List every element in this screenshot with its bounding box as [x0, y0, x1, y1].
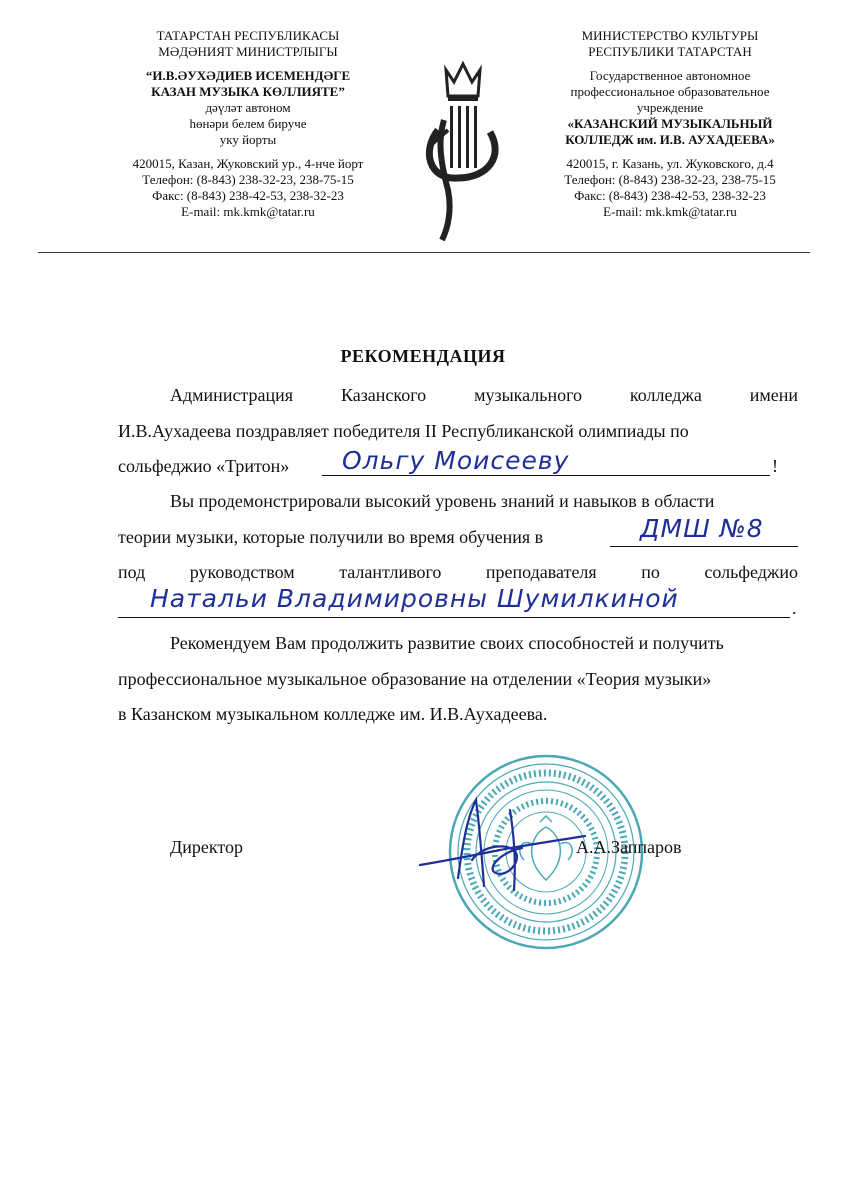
- school-handwritten: ДМШ №8: [640, 514, 764, 543]
- header-left-org2: КАЗАН МУЗЫКА КӨЛЛИЯТЕ”: [151, 84, 345, 99]
- header-right-line1: МИНИСТЕРСТВО КУЛЬТУРЫ: [581, 28, 759, 43]
- winner-name-handwritten: Ольгу Моисееву: [342, 446, 570, 475]
- para2-word: талантливого: [339, 562, 442, 582]
- header-left-org4: һөнәри белем бируче: [189, 116, 307, 131]
- header-right-address: 420015, г. Казань, ул. Жуковского, д.4: [566, 156, 774, 171]
- para2-line1: Вы продемонстрировали высокий уровень знаний и навыков в области: [170, 491, 715, 511]
- header-right-phone: Телефон: (8-843) 238-32-23, 238-75-15: [564, 172, 776, 187]
- para1-line2: И.В.Аухадеева поздравляет победителя II Республиканской олимпиады по: [118, 421, 689, 441]
- header-left-org1: “И.В.ӘУХӘДИЕВ ИСЕМЕНДӘГЕ: [145, 68, 351, 83]
- teacher-handwritten: Натальи Владимировны Шумилкиной: [150, 584, 679, 613]
- para2-word: по: [641, 562, 660, 582]
- director-signature: [410, 790, 590, 900]
- document-title: РЕКОМЕНДАЦИЯ: [340, 346, 506, 366]
- header-right: [520, 28, 820, 220]
- header-left-email: E-mail: mk.kmk@tatar.ru: [181, 204, 315, 219]
- header-right-org4: «КАЗАНСКИЙ МУЗЫКАЛЬНЫЙ: [567, 116, 773, 131]
- header-left-org3: дәүләт автоном: [205, 100, 291, 115]
- para1-word: музыкального: [474, 385, 583, 405]
- header-left: [98, 28, 398, 220]
- para2-word: под: [118, 562, 146, 582]
- para2-word: руководством: [189, 562, 295, 582]
- para1-line1: [118, 384, 798, 406]
- college-lyre-logo: [418, 60, 508, 245]
- header-right-email: E-mail: mk.kmk@tatar.ru: [603, 204, 737, 219]
- para3-line2: профессиональное музыкальное образование на отделении «Теория музыки»: [118, 669, 712, 689]
- para1-word: имени: [749, 385, 798, 405]
- para3-line1: Рекомендуем Вам продолжить развитие своих способностей и получить: [170, 633, 724, 653]
- para3-line3: в Казанском музыкальном колледже им. И.В.Аухадеева.: [118, 704, 548, 724]
- header-right-org1: Государственное автономное: [589, 68, 751, 83]
- header-left-line1: ТАТАРСТАН РЕСПУБЛИКАСЫ: [156, 28, 340, 43]
- director-name: А.А.Заппаров: [576, 837, 682, 857]
- header-left-phone: Телефон: (8-843) 238-32-23, 238-75-15: [142, 172, 354, 187]
- header-left-org5: уку йорты: [219, 132, 277, 147]
- header-left-fax: Факс: (8-843) 238-42-53, 238-32-23: [152, 188, 344, 203]
- header-right-fax: Факс: (8-843) 238-42-53, 238-32-23: [574, 188, 766, 203]
- para2-word: сольфеджио: [704, 562, 798, 582]
- para1-word: Казанского: [340, 385, 427, 405]
- header-right-org2: профессиональное образовательное: [570, 84, 770, 99]
- header-right-line2: РЕСПУБЛИКИ ТАТАРСТАН: [588, 44, 752, 59]
- para2-line3: [118, 561, 798, 583]
- header-left-address: 420015, Казан, Жуковский ур., 4-нче йорт: [132, 156, 364, 171]
- para1-word: Администрация: [170, 385, 294, 405]
- para2-word: преподавателя: [485, 562, 597, 582]
- para1-line3-suffix: !: [772, 456, 778, 476]
- para1-word: колледжа: [629, 385, 702, 405]
- para2-line4-suffix: .: [792, 598, 797, 618]
- para1-line3-prefix: сольфеджио «Тритон»: [118, 456, 290, 476]
- header-divider: [38, 252, 810, 253]
- header-left-line2: МӘДӘНИЯТ МИНИСТРЛЫГЫ: [158, 44, 338, 59]
- header-right-org3: учреждение: [636, 100, 704, 115]
- header-right-org5: КОЛЛЕДЖ им. И.В. АУХАДЕЕВА»: [565, 132, 775, 147]
- director-position: Директор: [170, 837, 244, 857]
- para2-line2-prefix: теории музыки, которые получили во время обучения в: [118, 527, 544, 547]
